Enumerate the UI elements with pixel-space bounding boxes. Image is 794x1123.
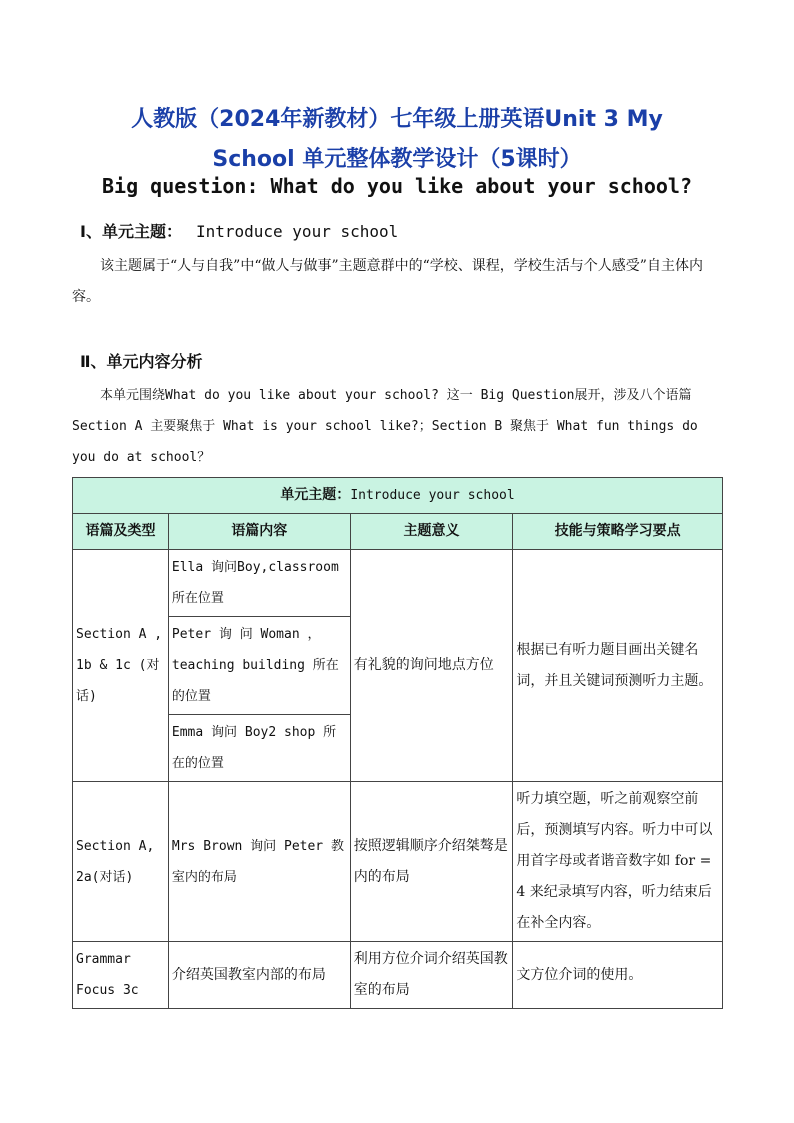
row3-type: Grammar Focus 3c bbox=[73, 942, 169, 1009]
table-caption bbox=[73, 478, 723, 514]
section1-label: Ⅰ、单元主题： bbox=[80, 222, 182, 241]
section1-heading bbox=[80, 219, 398, 242]
row2-skills: 听力填空题，听之前观察空前后，预测填写内容。听力中可以用首字母或者谐音数字如 for = 4 来纪录填写内容，听力结束后在补全内容。 bbox=[513, 782, 723, 942]
row1-contents bbox=[168, 550, 350, 782]
table-row bbox=[73, 942, 723, 1009]
row1-content-2: Peter 询 问 Woman ，teaching building 所在的位置 bbox=[169, 617, 350, 715]
unit-analysis-table bbox=[72, 477, 723, 1009]
table-row bbox=[73, 782, 723, 942]
row2-meaning: 按照逻辑顺序介绍桀骜是内的布局 bbox=[350, 782, 513, 942]
row3-content: 介绍英国教室内部的布局 bbox=[168, 942, 350, 1009]
section2-heading: Ⅱ、单元内容分析 bbox=[80, 352, 203, 371]
section1-paragraph: 该主题属于“人与自我”中“做人与做事”主题意群中的“学校、课程，学校生活与个人感受”自主体内容。 bbox=[72, 258, 703, 305]
header-skills: 技能与策略学习要点 bbox=[513, 514, 723, 550]
section1-theme: Introduce your school bbox=[195, 222, 399, 241]
header-meaning: 主题意义 bbox=[350, 514, 513, 550]
document-title-line1: 人教版（2024年新教材）七年级上册英语Unit 3 My bbox=[131, 107, 663, 132]
row1-meaning: 有礼貌的询问地点方位 bbox=[350, 550, 513, 782]
table-row bbox=[73, 550, 723, 782]
table-caption-value: Introduce your school bbox=[350, 488, 515, 503]
header-content: 语篇内容 bbox=[168, 514, 350, 550]
row1-content-3: Emma 询问 Boy2 shop 所在的位置 bbox=[171, 725, 337, 771]
table-header-row bbox=[73, 514, 723, 550]
table-caption-label: 单元主题： bbox=[280, 487, 351, 503]
row1-type: Section A , 1b & 1c (对话) bbox=[73, 550, 169, 782]
row1-skills: 根据已有听力题目画出关键名词，并且关键词预测听力主题。 bbox=[513, 550, 723, 782]
document-title-line2: School 单元整体教学设计（5课时） bbox=[212, 147, 582, 172]
row2-content: Mrs Brown 询问 Peter 教室内的布局 bbox=[168, 782, 350, 942]
row3-skills: 文方位介词的使用。 bbox=[513, 942, 723, 1009]
big-question: Big question: What do you like about your school? bbox=[101, 174, 692, 198]
row3-meaning: 利用方位介词介绍英国教室的布局 bbox=[350, 942, 513, 1009]
section2-paragraph: 本单元围绕What do you like about your school? 这一 Big Question展开，涉及八个语篇Section A 主要聚焦于 What is your school like?；Section B 聚焦于 What fun things do you do at school？ bbox=[72, 388, 698, 465]
header-type: 语篇及类型 bbox=[73, 514, 169, 550]
row1-content-list bbox=[169, 550, 350, 781]
table-caption-row bbox=[73, 478, 723, 514]
row1-content-1: Ella 询问Boy,classroom所在位置 bbox=[169, 550, 350, 617]
row2-type: Section A, 2a(对话) bbox=[73, 782, 169, 942]
